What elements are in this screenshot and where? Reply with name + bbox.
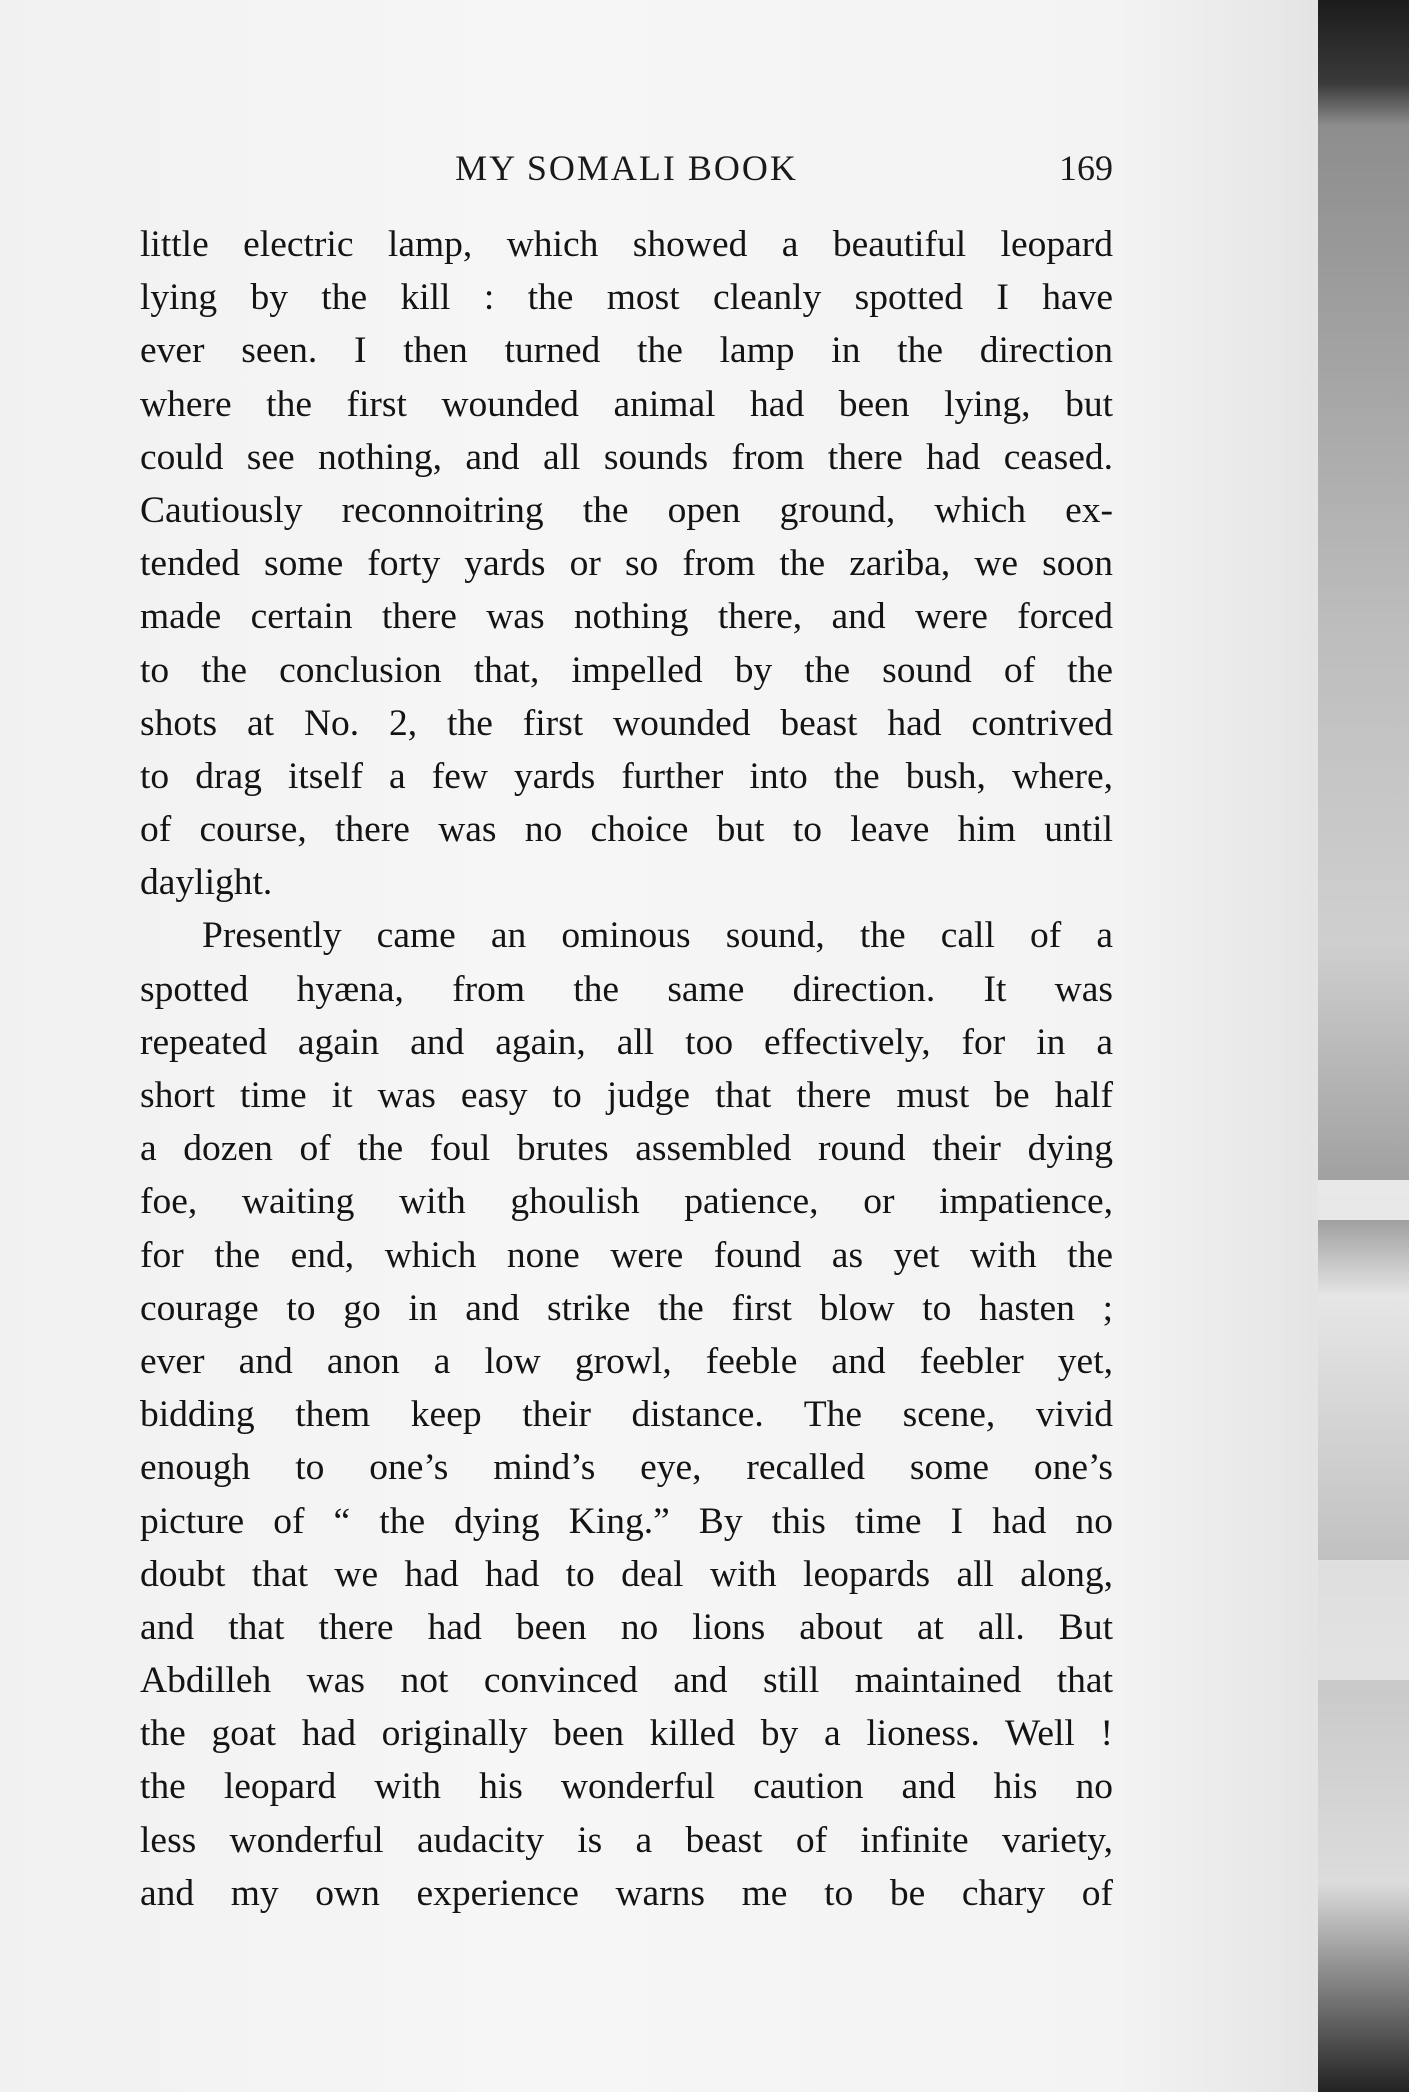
text-line: picture of “ the dying King.” By this time I had no — [140, 1500, 1113, 1542]
text-line: for the end, which none were found as yet with the — [140, 1234, 1113, 1276]
text-line: spotted hyæna, from the same direction. It was — [140, 968, 1113, 1010]
text-line: could see nothing, and all sounds from there had ceased. — [140, 436, 1113, 478]
text-line: less wonderful audacity is a beast of infinite variety, — [140, 1819, 1113, 1861]
text-line: lying by the kill : the most cleanly spotted I have — [140, 277, 1113, 319]
text-line: the goat had originally been killed by a lioness. Well ! — [140, 1713, 1113, 1755]
text-line: and that there had been no lions about at all. But — [140, 1606, 1113, 1648]
text-line: short time it was easy to judge that there must be half — [140, 1075, 1113, 1116]
book-edge — [1318, 0, 1409, 2092]
text-line: of course, there was no choice but to leave him until — [140, 809, 1113, 851]
text-line: doubt that we had had to deal with leopards all along, — [140, 1553, 1113, 1595]
text-line: the leopard with his wonderful caution and his no — [140, 1766, 1113, 1808]
text-line: repeated again and again, all too effectively, for in a — [140, 1021, 1113, 1063]
text-line: Abdilleh was not convinced and still maintained that — [140, 1660, 1113, 1702]
text-line: tended some forty yards or so from the zariba, we soon — [140, 543, 1113, 585]
text-line: Presently came an ominous sound, the call of a — [202, 915, 1113, 957]
text-line: ever and anon a low growl, feeble and feebler yet, — [140, 1340, 1113, 1382]
text-line: ever seen. I then turned the lamp in the direction — [140, 330, 1113, 372]
text-line: courage to go in and strike the first blow to hasten ; — [140, 1287, 1113, 1329]
running-title: MY SOMALI BOOK — [455, 148, 798, 188]
text-line: to drag itself a few yards further into the bush, where, — [140, 755, 1113, 797]
edge-highlight — [1318, 1560, 1409, 1680]
edge-highlight — [1318, 1180, 1409, 1220]
text-line: Cautiously reconnoitring the open ground, which ex- — [140, 489, 1113, 531]
text-line: enough to one’s mind’s eye, recalled some one’s — [140, 1447, 1113, 1489]
text-line: shots at No. 2, the first wounded beast had contrived — [140, 702, 1113, 744]
text-line: a dozen of the foul brutes assembled round their dying — [140, 1128, 1113, 1170]
text-line: little electric lamp, which showed a beautiful leopard — [140, 224, 1113, 265]
body-text — [140, 218, 1113, 1920]
text-line: foe, waiting with ghoulish patience, or impatience, — [140, 1181, 1113, 1223]
text-line: daylight. — [140, 862, 273, 904]
page-header — [140, 147, 1113, 197]
text-line: where the first wounded animal had been lying, but — [140, 383, 1113, 425]
text-line: made certain there was nothing there, and were forced — [140, 596, 1113, 638]
text-line: and my own experience warns me to be chary of — [140, 1872, 1113, 1914]
page-number: 169 — [1059, 148, 1113, 188]
text-line: to the conclusion that, impelled by the sound of the — [140, 649, 1113, 691]
text-line: bidding them keep their distance. The scene, vivid — [140, 1394, 1113, 1436]
